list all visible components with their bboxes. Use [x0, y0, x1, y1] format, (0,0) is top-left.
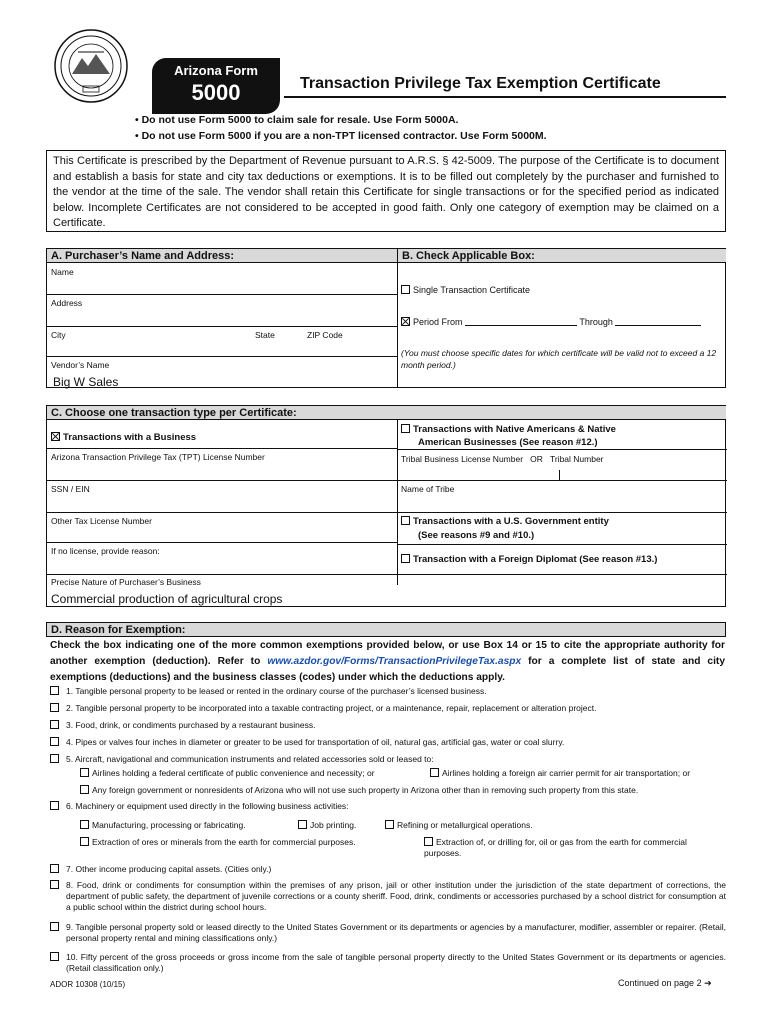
- section-ab: [46, 248, 726, 388]
- business-nature-label: Precise Nature of Purchaser’s Business: [51, 577, 201, 587]
- reason-item-7: 7. Other income producing capital assets. (Cities only.): [50, 864, 726, 875]
- reason-item-1: 1. Tangible personal property to be leased or rented in the ordinary course of the purchaser’s licensed business.: [50, 686, 726, 697]
- business-checkbox[interactable]: [51, 432, 60, 441]
- reason-6e: Extraction of, or drilling for, oil or gas from the earth for commercial purposes.: [424, 837, 687, 858]
- usage-notes: [135, 112, 547, 144]
- vendor-name-value[interactable]: Big W Sales: [53, 375, 119, 389]
- reason-item-3: 3. Food, drink, or condiments purchased by a restaurant business.: [50, 720, 726, 731]
- reason-6d-checkbox[interactable]: [80, 837, 89, 846]
- single-transaction-option[interactable]: Single Transaction Certificate: [401, 285, 530, 295]
- foreign-diplomat-checkbox[interactable]: [401, 554, 410, 563]
- city-label: City: [51, 330, 66, 340]
- period-note: (You must choose specific dates for which certificate will be valid not to exceed a 12 month period.): [401, 348, 717, 370]
- reason-6c-checkbox[interactable]: [385, 820, 394, 829]
- section-d-heading: D. Reason for Exemption:: [46, 623, 726, 637]
- reason-5-checkbox[interactable]: [50, 754, 59, 763]
- section-a-heading: A. Purchaser’s Name and Address:: [47, 249, 397, 263]
- tpt-license-label: Arizona Transaction Privilege Tax (TPT) License Number: [51, 452, 265, 462]
- us-government-option[interactable]: Transactions with a U.S. Government entity: [401, 516, 609, 527]
- form-label: Arizona Form: [174, 63, 258, 78]
- section-d-instructions: Check the box indicating one of the more common exemptions provided below, or use Box 14 or 15 to cite the appropriate authority for another exemption (deduction). Refer to www.azdor.gov/Forms/TransactionPrivilegeTax.aspx for a complete list of state and city exemptions (deductions) and the business classes (codes) under which the deductions apply.: [50, 640, 725, 683]
- reason-6a: Manufacturing, processing or fabricating.: [80, 820, 246, 831]
- reason-item-2: 2. Tangible personal property to be incorporated into a taxable contracting project, or a maintenance, repair, replacement or alteration project.: [50, 703, 726, 714]
- reason-item-6: 6. Machinery or equipment used directly in the following business activities:: [50, 801, 726, 812]
- native-american-option[interactable]: Transactions with Native Americans & Native: [401, 424, 616, 435]
- tribe-name-label: Name of Tribe: [401, 484, 455, 494]
- single-transaction-checkbox[interactable]: [401, 285, 410, 294]
- reason-5b-checkbox[interactable]: [430, 768, 439, 777]
- reason-1-checkbox[interactable]: [50, 686, 59, 695]
- name-label: Name: [51, 267, 74, 277]
- reason-9-checkbox[interactable]: [50, 922, 59, 931]
- reason-5c: Any foreign government or nonresidents of Arizona who will not use such property in Arizona other than in removing such property from this state.: [80, 785, 638, 796]
- form-number-badge: [152, 58, 280, 114]
- state-label: State: [255, 330, 275, 340]
- reason-item-4: 4. Pipes or valves four inches in diameter or greater to be used for transportation of oil, natural gas, artificial gas, water or coal slurry.: [50, 737, 726, 748]
- reason-item-9: 9. Tangible personal property sold or leased directly to the United States Government or its departments or agencies by a manufacturer, modifier, assembler or repairer. (Retail, personal property rental and mining classifications only.): [50, 922, 726, 944]
- reason-5b: Airlines holding a foreign air carrier permit for air transportation; or: [430, 768, 690, 779]
- period-from-field[interactable]: [465, 317, 577, 326]
- form-number: 5000: [191, 80, 241, 105]
- ssn-ein-label: SSN / EIN: [51, 484, 90, 494]
- period-checkbox[interactable]: [401, 317, 410, 326]
- reason-5a: Airlines holding a federal certificate of public convenience and necessity; or: [80, 768, 375, 779]
- form-code: ADOR 10308 (10/15): [50, 980, 126, 989]
- no-license-reason-label: If no license, provide reason:: [51, 546, 160, 556]
- arizona-state-seal: [50, 28, 132, 104]
- title-rule: [284, 96, 726, 98]
- usage-note: • Do not use Form 5000 if you are a non-TPT licensed contractor. Use Form 5000M.: [135, 128, 547, 144]
- intro-paragraph: This Certificate is prescribed by the Department of Revenue pursuant to A.R.S. § 42-5009. The purpose of the Certificate is to document and establish a basis for state and city tax deductions or exemptions. It is to be filled out completely by the purchaser and furnished to the vendor at the time of the sale. The vendor shall retain this Certificate for single transactions or for the specified period as indicated below. Incomplete Certificates are not considered to be accepted in good faith. Only one category of exemption may be claimed on a Certificate.: [46, 150, 726, 232]
- period-through-field[interactable]: [615, 317, 701, 326]
- reason-item-10: 10. Fifty percent of the gross proceeds or gross income from the sale of tangible personal property directly to the United States Government or its departments or agencies. (Retail classification only.): [50, 952, 726, 974]
- period-option[interactable]: Period From Through: [401, 317, 701, 327]
- reason-6-checkbox[interactable]: [50, 801, 59, 810]
- native-american-checkbox[interactable]: [401, 424, 410, 433]
- reason-6b-checkbox[interactable]: [298, 820, 307, 829]
- reason-item-8: 8. Food, drink or condiments for consumption within the premises of any prison, jail or other institution under the jurisdiction of the state department of corrections, the department of public safety, the department of juvenile corrections or a county sheriff. Food, drink, condiments or accessories purchased by a school district for consumption at a public school within the district during school hours.: [50, 880, 726, 913]
- reason-item-5: 5. Aircraft, navigational and communication instruments and related accessories sold or leased to:: [50, 754, 726, 765]
- reason-6c: Refining or metallurgical operations.: [385, 820, 533, 831]
- native-american-option-line2: American Businesses (See reason #12.): [418, 437, 598, 448]
- address-label: Address: [51, 298, 83, 308]
- business-nature-value[interactable]: Commercial production of agricultural crops: [51, 592, 283, 606]
- usage-note: • Do not use Form 5000 to claim sale for resale. Use Form 5000A.: [135, 112, 547, 128]
- reason-6a-checkbox[interactable]: [80, 820, 89, 829]
- reason-6b: Job printing.: [298, 820, 356, 831]
- foreign-diplomat-option[interactable]: Transaction with a Foreign Diplomat (See reason #13.): [401, 554, 657, 565]
- reason-5c-checkbox[interactable]: [80, 785, 89, 794]
- reason-7-checkbox[interactable]: [50, 864, 59, 873]
- reason-3-checkbox[interactable]: [50, 720, 59, 729]
- page-title: Transaction Privilege Tax Exemption Certificate: [300, 75, 661, 92]
- reason-10-checkbox[interactable]: [50, 952, 59, 961]
- reason-5a-checkbox[interactable]: [80, 768, 89, 777]
- reason-6d: Extraction of ores or minerals from the earth for commercial purposes.: [80, 837, 356, 848]
- exemptions-link[interactable]: www.azdor.gov/Forms/TransactionPrivilegeTax.aspx: [267, 656, 522, 667]
- section-c: [46, 405, 726, 607]
- reason-4-checkbox[interactable]: [50, 737, 59, 746]
- reason-6e-checkbox[interactable]: [424, 837, 433, 846]
- tribal-license-label: Tribal Business License Number OR Tribal Number: [401, 454, 604, 464]
- other-license-label: Other Tax License Number: [51, 516, 152, 526]
- vendor-name-label: Vendor’s Name: [51, 360, 110, 370]
- continued-note: Continued on page 2 ➔: [618, 978, 712, 988]
- reason-2-checkbox[interactable]: [50, 703, 59, 712]
- business-option[interactable]: Transactions with a Business: [51, 432, 196, 443]
- us-government-checkbox[interactable]: [401, 516, 410, 525]
- reason-8-checkbox[interactable]: [50, 880, 59, 889]
- section-b-heading: B. Check Applicable Box:: [397, 249, 726, 263]
- us-government-option-line2: (See reasons #9 and #10.): [418, 530, 535, 541]
- section-c-heading: C. Choose one transaction type per Certificate:: [47, 406, 726, 420]
- zip-label: ZIP Code: [307, 330, 343, 340]
